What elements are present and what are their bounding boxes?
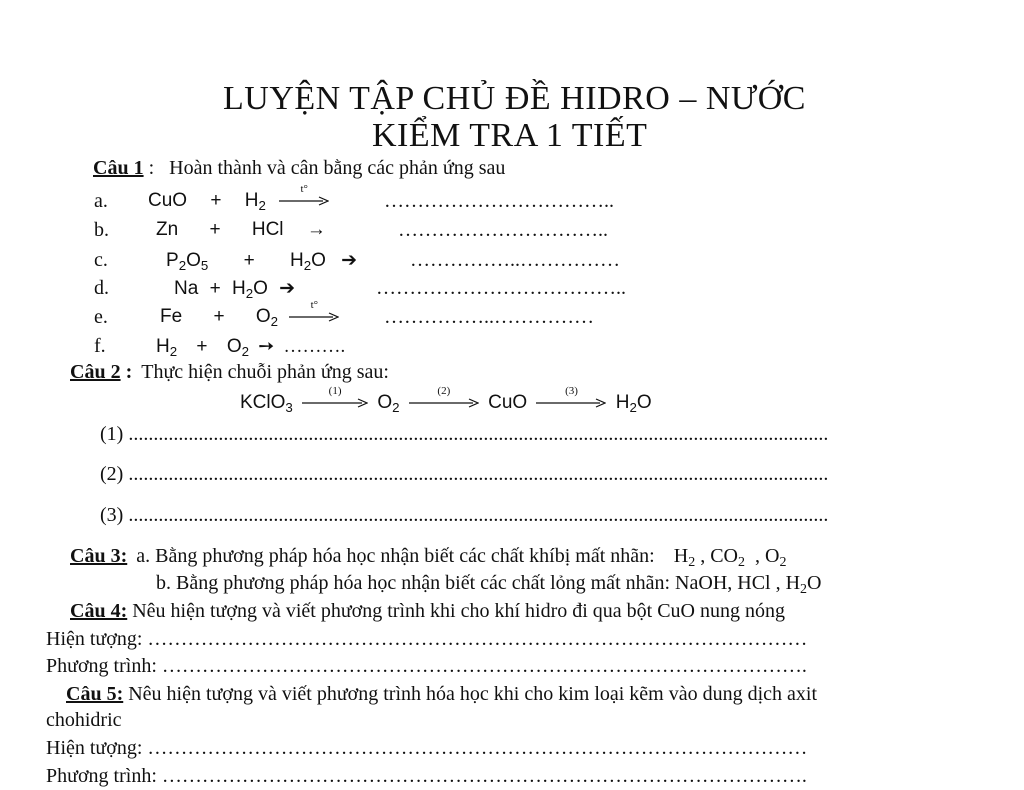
chain-arrow-1 bbox=[302, 384, 368, 408]
chain-h2o: $H_2O$ bbox=[615, 392, 652, 415]
answer-dots[interactable]: ……………………………….. bbox=[376, 277, 626, 299]
answer-dots[interactable]: ………………………….. bbox=[398, 219, 608, 241]
answer-dots: ……………………………………………………………………………………. bbox=[161, 765, 807, 787]
q1-heading bbox=[93, 157, 505, 180]
q1-item-c bbox=[94, 249, 108, 272]
reactant-2: $H_2$ bbox=[244, 190, 266, 213]
plus-sign: + bbox=[243, 250, 255, 271]
q3-label: Câu 3: bbox=[70, 545, 128, 567]
reactant-2: $H_2O$ bbox=[231, 278, 268, 301]
q4-text: Nêu hiện tượng và viết phương trình khi cho khí hidro đi qua bột CuO nung nóng bbox=[127, 600, 785, 622]
answer-dots: ……………………………………………………………………………………. bbox=[161, 655, 807, 677]
reactant-1: Na bbox=[174, 278, 199, 299]
phenomenon-label: Hiện tượng: bbox=[46, 737, 143, 759]
chain-cuo: CuO bbox=[488, 392, 528, 413]
item-letter: c. bbox=[94, 249, 108, 271]
q3-a-gases: $H_2$ , $CO_2$ , $O_2$ bbox=[673, 545, 787, 571]
q1-item-e-eq bbox=[160, 298, 339, 329]
item-letter: b. bbox=[94, 219, 109, 241]
equation-label: Phương trình: bbox=[46, 765, 157, 787]
q5-heading-cont: chohidric bbox=[46, 709, 122, 731]
plus-sign: + bbox=[209, 278, 221, 299]
item-letter: e. bbox=[94, 306, 108, 328]
q1-item-a bbox=[94, 190, 108, 213]
phenomenon-label: Hiện tượng: bbox=[46, 628, 143, 650]
q1-item-a-eq bbox=[148, 182, 329, 213]
arrow-icon: ➙ bbox=[258, 336, 275, 357]
reactant-2: HCl bbox=[251, 219, 284, 240]
plus-sign: + bbox=[209, 219, 221, 240]
q1-item-c-eq bbox=[166, 249, 357, 272]
item-letter: d. bbox=[94, 277, 109, 299]
q3-part-a bbox=[70, 545, 787, 571]
reactant-1: $H_2$ bbox=[156, 336, 178, 359]
q2-answer-line-1[interactable] bbox=[100, 423, 960, 446]
heat-label: t° bbox=[310, 298, 319, 311]
heat-arrow bbox=[279, 182, 329, 206]
q4-phenomenon-line[interactable] bbox=[46, 628, 976, 651]
q2-answer-line-3[interactable] bbox=[100, 504, 960, 527]
reactant-1: Zn bbox=[156, 219, 179, 240]
reactant-2: $H_2O$ bbox=[289, 250, 326, 273]
q2-colon: : bbox=[120, 361, 133, 383]
q2-label: Câu 2 bbox=[70, 361, 121, 383]
equation-label: Phương trình: bbox=[46, 655, 157, 677]
q2-text: Thực hiện chuỗi phản ứng sau: bbox=[141, 361, 389, 383]
chain-arrow-2 bbox=[409, 384, 479, 408]
line-number: (1) bbox=[100, 423, 124, 445]
reactant-1: $P_2O_5$ bbox=[166, 250, 209, 273]
chain-arrow-label: (2) bbox=[437, 384, 451, 397]
q4-equation-line[interactable] bbox=[46, 655, 976, 678]
q5-equation-line[interactable] bbox=[46, 765, 976, 788]
answer-dots: ……………………………………………………………………………………… bbox=[147, 628, 808, 650]
answer-dots: ……………………………………………………………………………………… bbox=[147, 737, 808, 759]
q3-b-text: b. Bằng phương pháp hóa học nhận biết các chất lỏng mất nhãn: NaOH, HCl , $H_2O$ bbox=[156, 572, 822, 598]
reactant-2: $O_2$ bbox=[255, 306, 279, 329]
q5-text: Nêu hiện tượng và viết phương trình hóa học khi cho kim loại kẽm vào dung dịch axit bbox=[123, 683, 818, 705]
answer-dots: ............................................................................................................................................ bbox=[128, 423, 829, 445]
reactant-1: Fe bbox=[160, 306, 183, 327]
item-letter: a. bbox=[94, 190, 108, 212]
answer-dots[interactable]: ……………..…………… bbox=[410, 249, 620, 271]
arrow-icon: ➔ bbox=[279, 278, 296, 299]
q2-heading bbox=[70, 361, 389, 384]
answer-dots: ............................................................................................................................................ bbox=[128, 463, 829, 485]
line-number: (3) bbox=[100, 504, 124, 526]
q4-label: Câu 4: bbox=[70, 600, 128, 622]
heat-arrow bbox=[289, 298, 339, 322]
answer-dots: ............................................................................................................................................ bbox=[128, 504, 829, 526]
q2-answer-line-2[interactable] bbox=[100, 463, 960, 486]
line-number: (2) bbox=[100, 463, 124, 485]
q4-heading bbox=[70, 600, 785, 623]
reactant-2: $O_2$ bbox=[226, 336, 249, 359]
q3-part-b bbox=[156, 572, 822, 598]
q1-colon: : bbox=[143, 157, 155, 179]
chain-arrow-label: (1) bbox=[328, 384, 342, 397]
title-line-1: LUYỆN TẬP CHỦ ĐỀ HIDRO – NƯỚC bbox=[223, 80, 806, 117]
q5-phenomenon-line[interactable] bbox=[46, 737, 976, 760]
plus-sign: + bbox=[196, 336, 208, 357]
q5-heading bbox=[66, 683, 817, 706]
arrow-icon: → bbox=[306, 219, 326, 240]
q1-item-b-eq bbox=[156, 219, 326, 241]
chain-arrow-3 bbox=[536, 384, 606, 408]
heat-label: t° bbox=[300, 182, 308, 195]
q5-label: Câu 5: bbox=[66, 683, 124, 705]
q3-a-text: a. Bằng phương pháp hóa học nhận biết các chất khíbị mất nhãn: bbox=[136, 545, 655, 567]
q2-chain bbox=[240, 384, 652, 415]
plus-sign: + bbox=[213, 306, 225, 327]
reactant-1: CuO bbox=[148, 190, 188, 211]
q1-item-b bbox=[94, 219, 109, 242]
arrow-icon: ➔ bbox=[341, 250, 358, 271]
q1-item-f-eq bbox=[156, 335, 345, 358]
q1-item-d-eq bbox=[174, 277, 295, 300]
answer-dots[interactable]: ………. bbox=[283, 336, 346, 357]
q1-text: Hoàn thành và cân bằng các phản ứng sau bbox=[169, 157, 506, 179]
q1-item-f bbox=[94, 335, 106, 358]
chain-arrow-label: (3) bbox=[565, 384, 578, 397]
answer-dots[interactable]: ……………..…………… bbox=[384, 306, 594, 328]
plus-sign: + bbox=[210, 190, 222, 211]
chain-o2: $O_2$ bbox=[377, 392, 400, 415]
chain-kclo3: KClO$_3$ bbox=[240, 392, 293, 415]
q1-item-d bbox=[94, 277, 109, 300]
item-letter: f. bbox=[94, 335, 106, 357]
q1-label: Câu 1 bbox=[93, 157, 144, 179]
answer-dots[interactable]: …………………………….. bbox=[384, 190, 614, 212]
q1-item-e bbox=[94, 306, 108, 329]
title-line-2: KIỂM TRA 1 TIẾT bbox=[372, 117, 648, 154]
